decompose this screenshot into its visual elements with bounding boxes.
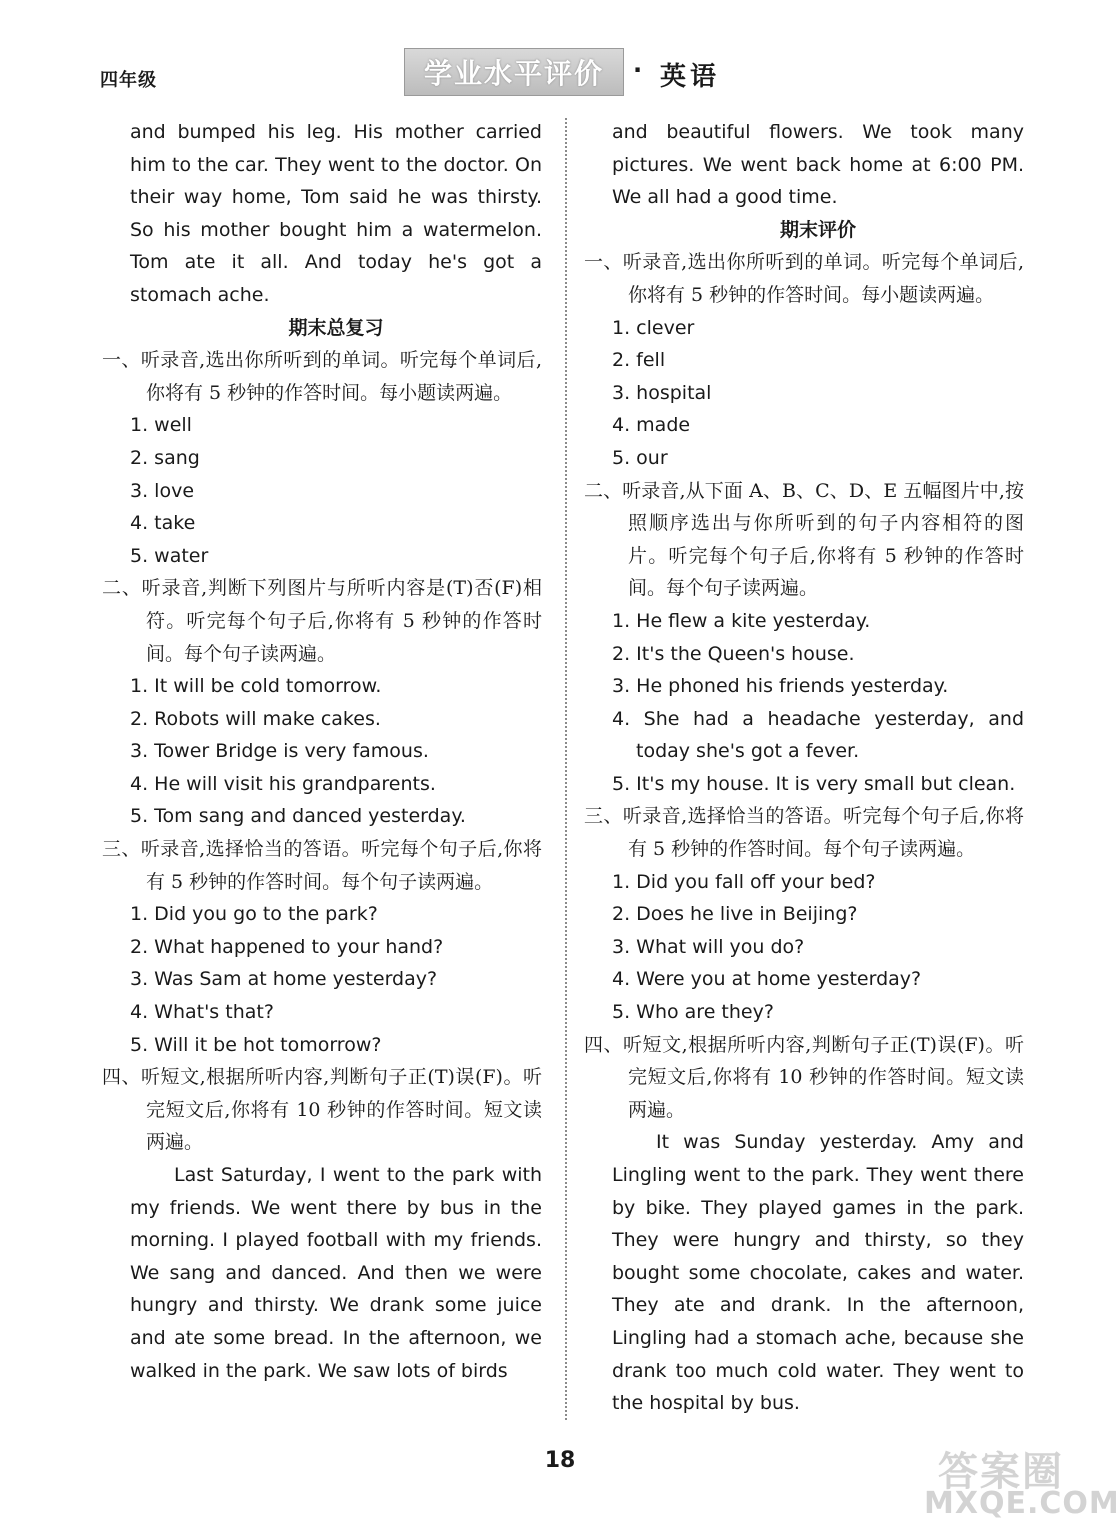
list-item: 3. He phoned his friends yesterday. [612,675,949,698]
list-item: 3. hospital [612,381,712,404]
list-item: 3. love [130,479,195,502]
watermark-cn-text: 答案圈 [938,1449,1064,1495]
left-q4-passage: Last Saturday, I went to the park with my friends. We went there by bus in the morning. I played football with my friends. We sang and danced. And then we were hungry and thirsty. We drank some juice and ate some bread. In the afternoon, we walked in the park. We saw lots of birds [130,1164,542,1382]
right-column [584,116,1024,1420]
list-item: 2. What happened to your hand? [130,935,444,958]
grade-label: 四年级 [100,70,157,91]
list-item: 4. She had a headache yesterday, and today she's got a fever. [612,707,1024,763]
list-item: 2. It's the Queen's house. [612,642,855,665]
left-q3-instruction: 三、听录音,选择恰当的答语。听完每个句子后,你将有 5 秒钟的作答时间。每个句子读两遍。 [102,838,542,893]
book-title-banner: 学业水平评价 [404,48,624,96]
list-item: 1. clever [612,316,695,339]
list-item: 2. fell [612,349,666,372]
list-item: 3. Tower Bridge is very famous. [130,740,429,763]
list-item: 4. made [612,414,691,437]
list-item: 5. Will it be hot tomorrow? [130,1033,382,1056]
column-divider [565,118,567,1420]
list-item: 1. It will be cold tomorrow. [130,675,382,698]
list-item: 2. sang [130,446,200,469]
left-q2-instruction: 二、听录音,判断下列图片与所听内容是(T)否(F)相符。听完每个句子后,你将有 5 秒钟的作答时间。每个句子读两遍。 [102,577,542,665]
list-item: 3. What will you do? [612,935,805,958]
list-item: 4. take [130,512,196,535]
list-item: 5. Who are they? [612,1001,774,1024]
left-intro-passage: and bumped his leg. His mother carried him to the car. They went to the doctor. On their way home, Tom said he was thirsty. So his mother bought him a watermelon. Tom ate it all. And today he's got a stomach ache. [130,121,542,306]
right-intro-passage: and beautiful flowers. We took many pictures. We went back home at 6:00 PM. We all had a good time. [612,121,1024,209]
title-separator-dot: · [633,56,643,84]
list-item: 4. What's that? [130,1001,274,1024]
left-q1-instruction: 一、听录音,选出你所听到的单词。听完每个单词后,你将有 5 秒钟的作答时间。每小题读两遍。 [102,349,542,404]
list-item: 1. Did you fall off your bed? [612,870,876,893]
list-item: 2. Does he live in Beijing? [612,903,858,926]
list-item: 5. Tom sang and danced yesterday. [130,805,466,828]
list-item: 4. Were you at home yesterday? [612,968,922,991]
left-q4-instruction: 四、听短文,根据所听内容,判断句子正(T)误(F)。听完短文后,你将有 10 秒钟的作答时间。短文读两遍。 [102,1066,542,1154]
list-item: 1. well [130,414,192,437]
right-q1-instruction: 一、听录音,选出你所听到的单词。听完每个单词后,你将有 5 秒钟的作答时间。每小题读两遍。 [584,251,1024,306]
list-item: 5. our [612,446,668,469]
subject-label: 英语 [660,62,721,92]
right-q4-passage: It was Sunday yesterday. Amy and Lingling went to the park. They went there by bike. They played games in the park. They were hungry and thirsty, so they bought some chocolate, cakes and water. They ate and drank. In the afternoon, Lingling had a stomach ache, because she drank too much cold water. They went to the hospital by bus. [612,1131,1024,1415]
list-item: 2. Robots will make cakes. [130,707,381,730]
watermark-en-text: MXQE.COM [924,1486,1120,1521]
right-q2-instruction: 二、听录音,从下面 A、B、C、D、E 五幅图片中,按照顺序选出与你所听到的句子内容相符的图片。听完每个句子后,你将有 5 秒钟的作答时间。每个句子读两遍。 [584,479,1024,600]
left-column [102,116,542,1387]
list-item: 5. It's my house. It is very small but clean. [612,772,1016,795]
list-item: 3. Was Sam at home yesterday? [130,968,438,991]
page-number: 18 [544,1448,576,1473]
list-item: 1. He flew a kite yesterday. [612,609,871,632]
right-section-title: 期末评价 [779,218,856,241]
list-item: 5. water [130,544,209,567]
list-item: 4. He will visit his grandparents. [130,772,436,795]
watermark-logo [924,1440,1120,1526]
right-q3-instruction: 三、听录音,选择恰当的答语。听完每个句子后,你将有 5 秒钟的作答时间。每个句子读两遍。 [584,805,1024,861]
list-item: 1. Did you go to the park? [130,903,378,926]
right-q4-instruction: 四、听短文,根据所听内容,判断句子正(T)误(F)。听完短文后,你将有 10 秒钟的作答时间。短文读两遍。 [584,1033,1024,1121]
left-section-title: 期末总复习 [288,316,384,339]
page-header [0,0,1120,110]
